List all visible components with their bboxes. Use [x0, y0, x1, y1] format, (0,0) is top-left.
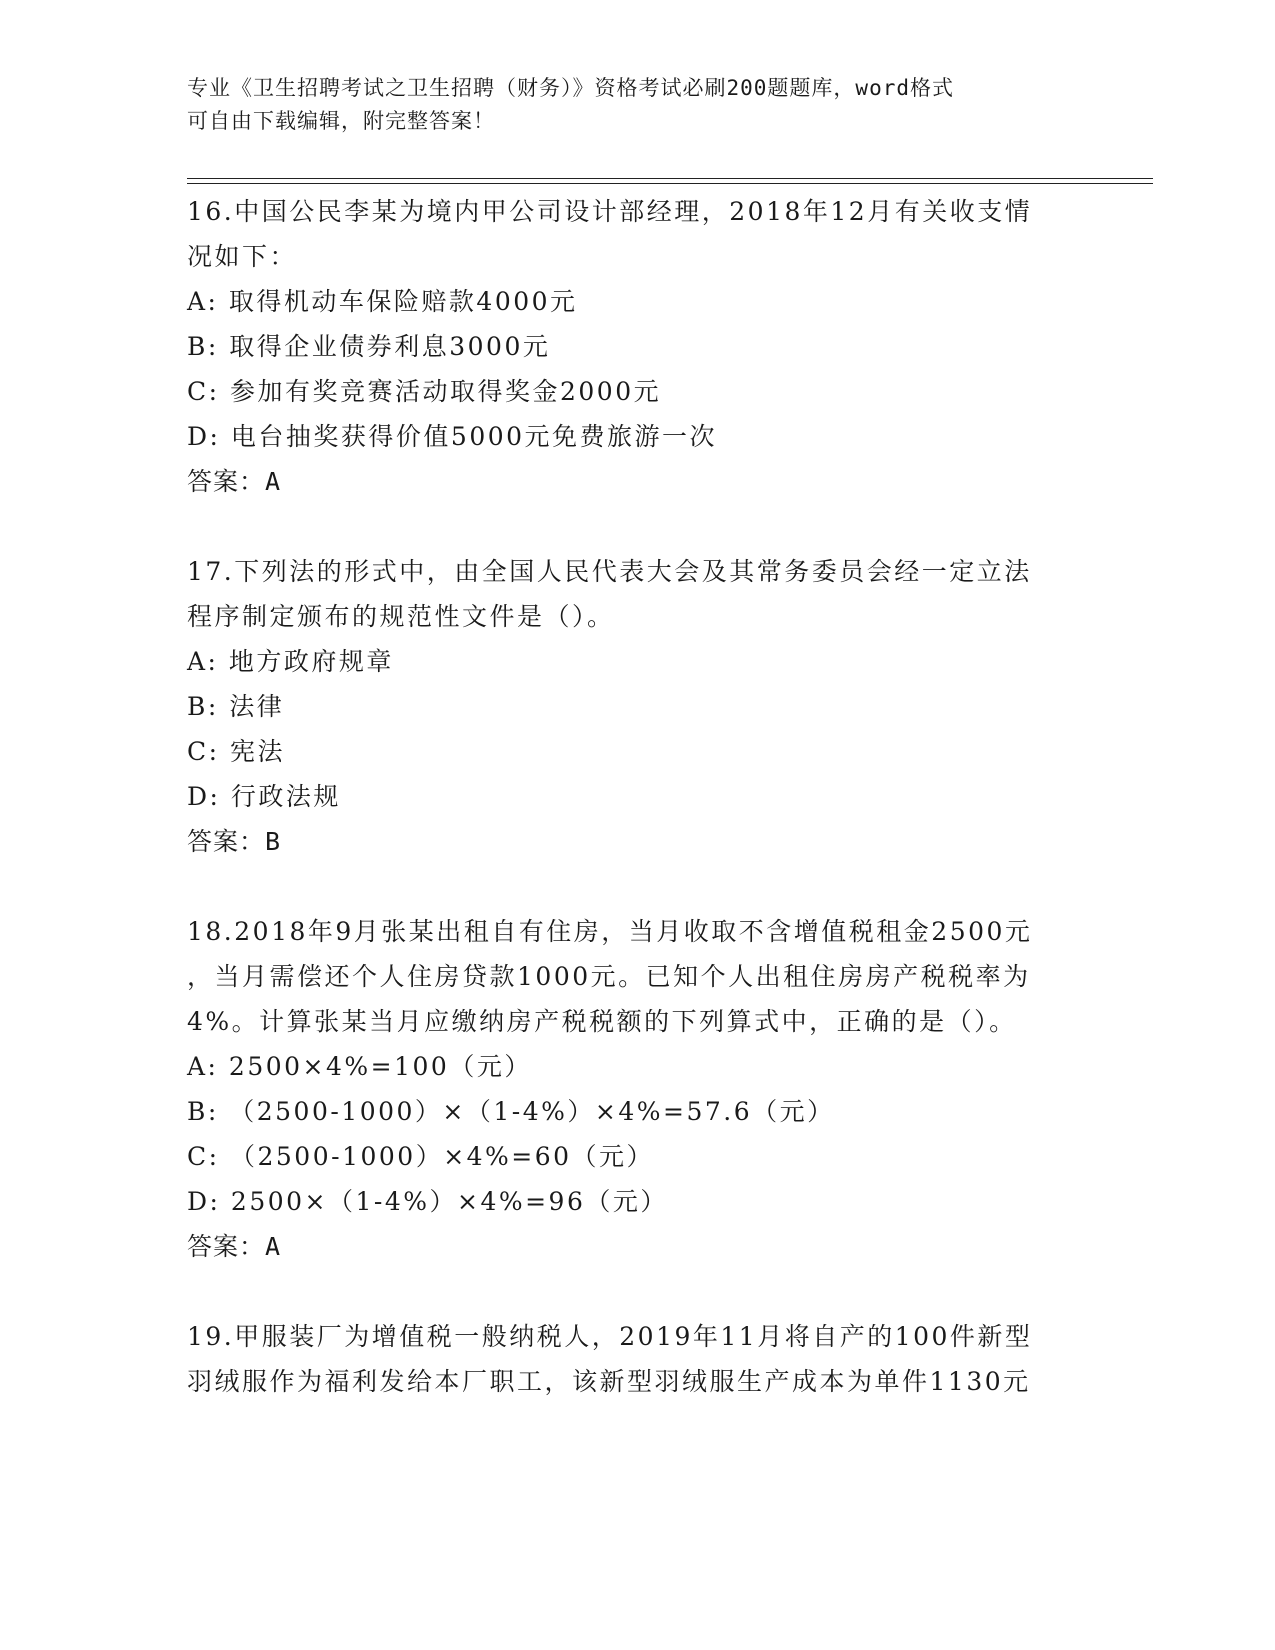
question-list	[187, 189, 1087, 1449]
question-text-line: 程序制定颁布的规范性文件是（）。	[187, 602, 615, 631]
question-text-line: 19.甲服装厂为增值税一般纳税人，2019年11月将自产的100件新型	[187, 1322, 1033, 1351]
question-19	[187, 1314, 1087, 1404]
option-c: C: 宪法	[187, 737, 285, 766]
header-divider-top	[187, 178, 1153, 179]
option-d: D: 电台抽奖获得价值5000元免费旅游一次	[187, 422, 718, 451]
question-text-line: ，当月需偿还个人住房贷款1000元。已知个人出租住房房产税税率为	[187, 962, 1031, 991]
option-b: B: 取得企业债券利息3000元	[187, 332, 551, 361]
answer-line: 答案：A	[187, 1232, 282, 1261]
question-text-line: 4%。计算张某当月应缴纳房产税税额的下列算式中，正确的是（）。	[187, 1007, 1017, 1036]
header-line-1: 专业《卫生招聘考试之卫生招聘（财务）》资格考试必刷200题题库，word格式	[187, 76, 954, 100]
option-c: C: （2500-1000）×4%=60（元）	[187, 1142, 655, 1171]
option-a: A: 地方政府规章	[187, 647, 394, 676]
question-text-line: 羽绒服作为福利发给本厂职工，该新型羽绒服生产成本为单件1130元	[187, 1367, 1031, 1396]
question-text-line: 况如下：	[187, 242, 298, 271]
option-c: C: 参加有奖竞赛活动取得奖金2000元	[187, 377, 662, 406]
option-a: A: 取得机动车保险赔款4000元	[187, 287, 578, 316]
question-17	[187, 549, 1087, 864]
answer-line: 答案：B	[187, 827, 282, 856]
option-b: B: 法律	[187, 692, 285, 721]
option-a: A: 2500×4%=100（元）	[187, 1052, 532, 1081]
option-b: B: （2500-1000）×（1-4%）×4%=57.6（元）	[187, 1097, 835, 1126]
question-text-line: 18.2018年9月张某出租自有住房，当月收取不含增值税租金2500元	[187, 917, 1033, 946]
header-line-2: 可自由下载编辑，附完整答案！	[187, 109, 495, 133]
option-d: D: 行政法规	[187, 782, 341, 811]
question-18	[187, 909, 1087, 1269]
question-16	[187, 189, 1087, 504]
question-text-line: 17.下列法的形式中，由全国人民代表大会及其常务委员会经一定立法	[187, 557, 1032, 586]
answer-line: 答案：A	[187, 467, 282, 496]
option-d: D: 2500×（1-4%）×4%=96（元）	[187, 1187, 668, 1216]
document-header	[187, 72, 1067, 138]
header-divider-bottom	[187, 183, 1153, 184]
question-text-line: 16.中国公民李某为境内甲公司设计部经理，2018年12月有关收支情	[187, 197, 1033, 226]
